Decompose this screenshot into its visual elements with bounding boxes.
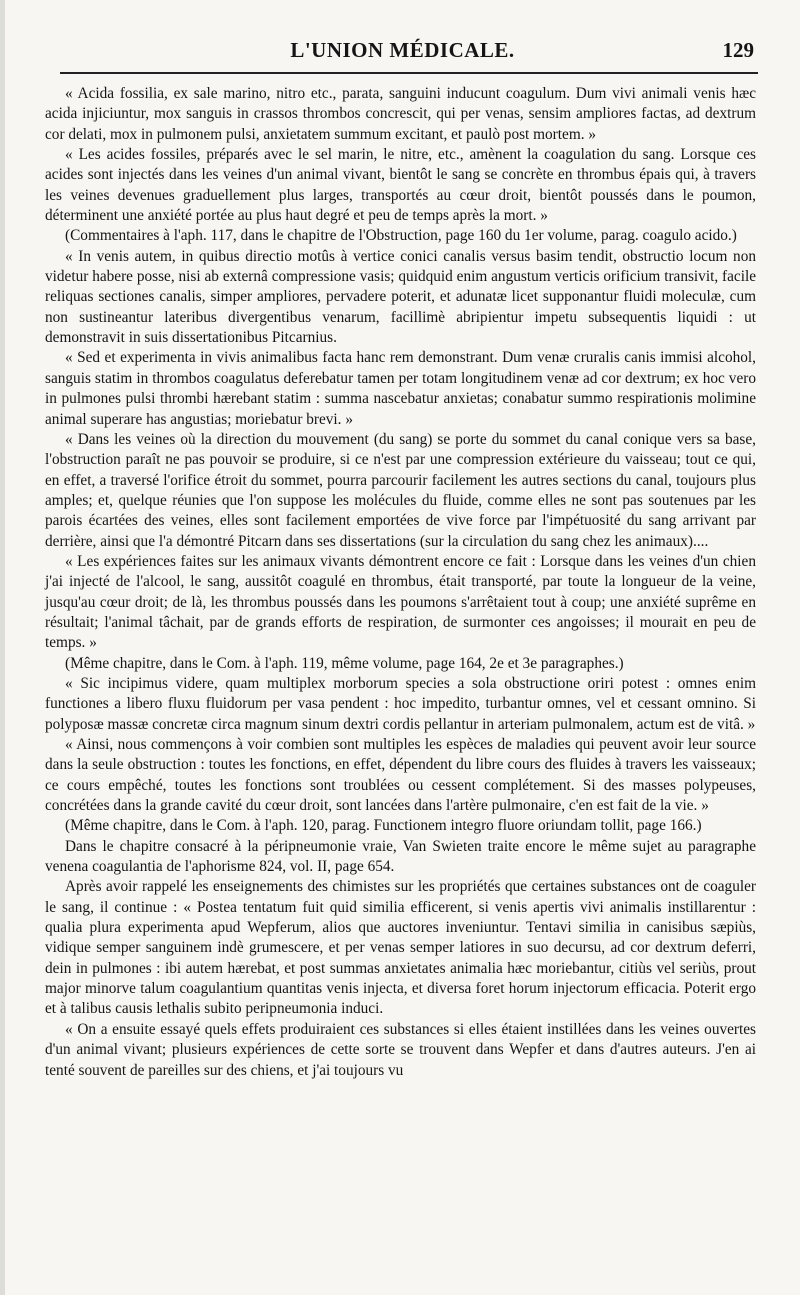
paragraph: « Les expériences faites sur les animaux vivants démontrent encore ce fait : Lorsque dans les veines d'un chien j'ai injecté de l'alcool, le sang, aussitôt coagulé en thrombus, était transporté, par toute la longueur de la veine, jusqu'au cœur droit; de là, les thrombus poussés dans les poumons s'arrêtaient tout à coup; une anxiété suprême en résultait; l'animal tâchait, par de grands efforts de respiration, de surmonter ces angoisses; il mourait en peu de temps. » bbox=[45, 552, 756, 652]
paragraph: (Même chapitre, dans le Com. à l'aph. 120, parag. Functionem integro fluore oriundam tollit, page 166.) bbox=[65, 817, 702, 835]
paragraph: « Sed et experimenta in vivis animalibus facta hanc rem demonstrant. Dum venæ cruralis canis immisi alcohol, sanguis statim in thrombos coagulatus deferebatur tamen per totam longitudinem venæ ad cor dextrum; ex hoc vero in pulmones pulsi thrombi hærebant statim : summa nascebatur anxietas; conabatur summo respirationis molimine animal superare has angustias; moriebatur brevi. » bbox=[45, 349, 756, 428]
paragraph: « On a ensuite essayé quels effets produiraient ces substances si elles étaient instillées dans les veines ouvertes d'un animal vivant; plusieurs expériences de cette sorte se trouvent dans Wepfer et dans d'autres auteurs. J'en ai tenté souvent de pareilles sur des chiens, et j'ai toujours vu bbox=[45, 1020, 756, 1079]
body-text bbox=[45, 84, 756, 1081]
paragraph: « Acida fossilia, ex sale marino, nitro etc., parata, sanguini inducunt coagulum. Dum vivi animali venis hæc acida injiciuntur, mox sanguis in crassos thrombos concrescit, qui per venas, sensim ampliores factas, ad dextrum cor delati, mox in pulmonem pulsi, anxietatem summum excitant, et paulò post mortem. » bbox=[45, 85, 756, 143]
paragraph: (Même chapitre, dans le Com. à l'aph. 119, même volume, page 164, 2e et 3e paragraphes.) bbox=[65, 654, 624, 672]
running-title: L'UNION MÉDICALE. bbox=[290, 38, 515, 62]
paragraph: (Commentaires à l'aph. 117, dans le chapitre de l'Obstruction, page 160 du 1er volume, parag. coagulo acido.) bbox=[65, 227, 737, 245]
paragraph: « Les acides fossiles, préparés avec le sel marin, le nitre, etc., amènent la coagulation du sang. Lorsque ces acides sont injectés dans les veines d'un animal vivant, bientôt le sang se concrète en thrombus épais qui, à travers les veines devenues graduellement plus larges, transportés au cœur droit, bientôt poussés dans le poumon, déterminent une anxiété portée au plus haut degré et peu de temps après la mort. » bbox=[45, 146, 756, 225]
paragraph: Après avoir rappelé les enseignements des chimistes sur les propriétés que certaines substances ont de coaguler le sang, il continue : « Postea tentatum fuit quid similia efficerent, si venis apertis vivi animalis instillarentur : qualia plura experimenta apud Wepferum, alios que auctores inveniuntur. Tentavi similia in canisibus sæpiùs, vidique semper sanguinem indè grumescere, et per venas semper latiores in suo decursu, ad cor dextrum deferri, dein in pulmones : ibi autem hærebat, et post summas anxietates animalia hæc moriebantur, citiùs vel seriùs, prout major minorve talum coagulantium quantitas venis injecta, et diversa foret horum injectorum efficacia. Poterit ergo et à talibus causis lethalis subito peripneumonia induci. bbox=[45, 878, 756, 1018]
header-rule bbox=[60, 72, 758, 74]
paragraph: « In venis autem, in quibus directio motûs à vertice conici canalis versus basim tendit, obstructio locum non videtur habere posse, nisi ab externâ compressione vasis; quidquid enim angustum verticis orificium transivit, facile reliquas sectiones canalis, simper ampliores, pervadere poterit, et adunatæ licet supponantur fluidi moleculæ, cum non sustineantur lateribus divergentibus venarum, facillimè abripientur impetu subsequentis liquidi : ut demonstravit in suis dissertationibus Pitcarnius. bbox=[45, 247, 756, 347]
paragraph: « Sic incipimus videre, quam multiplex morborum species a sola obstructione oriri potest : omnes enim functiones a libero fluxu fluidorum per vasa pendent : hoc impedito, turbantur omnes, vel et cessant omnino. Si polyposæ massæ concretæ circa magnum sinum dextri cordis pellantur in arteriam pulmonalem, actum est de vitâ. » bbox=[45, 674, 756, 733]
paragraph: « Dans les veines où la direction du mouvement (du sang) se porte du sommet du canal conique vers sa base, l'obstruction paraît ne pas pouvoir se produire, si ce n'est par une compression extérieure du vaisseau; tout ce qui, en effet, a traversé l'orifice étroit du sommet, pourra parcourir facilement les autres sections du canal, toujours plus amples; et, quelque réunies que l'on suppose les molécules du fluide, comme elles ne sont pas soutenues par les parois écartées des veines, elles sont facilement emportées de vive force par l'impétuosité du sang arrivant par derrière, ainsi que l'a démontré Pitcarn dans ses dissertations (sur la circulation du sang chez les animaux).... bbox=[45, 430, 756, 550]
page-header bbox=[45, 38, 760, 72]
paragraph: Dans le chapitre consacré à la péripneumonie vraie, Van Swieten traite encore le même sujet au paragraphe venena coagulantia de l'aphorisme 824, vol. II, page 654. bbox=[45, 837, 756, 876]
page-number: 129 bbox=[722, 38, 754, 62]
paragraph: « Ainsi, nous commençons à voir combien sont multiples les espèces de maladies qui peuvent avoir leur source dans la seule obstruction : toutes les fonctions, en effet, dépendent du libre cours des fluides à travers les vaisseaux; ce cours empêché, toutes les fonctions sont troublées ou cessent complétement. Si des masses polypeuses, concrétées dans la grande cavité du cœur droit, sont lancées dans l'artère pulmonaire, c'en est fait de la vie. » bbox=[45, 736, 756, 815]
